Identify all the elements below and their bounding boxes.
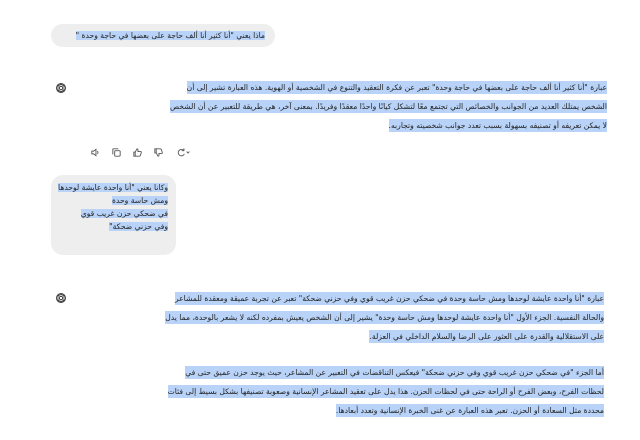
thumbs-up-icon[interactable] xyxy=(132,147,143,158)
answer-line: والحالة النفسية. الجزء الأول "أنا واحدة عايشة لوحدها ومش حاسة وحدة" يشير إلى أن الشخص يعيش بمفرده لكنه لا يشعر بالوحدة، مما يدل xyxy=(165,313,604,322)
user-message-line: وكانا يعني "أنا واحدة عايشة لوحدها xyxy=(58,183,168,192)
answer-line: أما الجزء "في ضحكي حزن غريب قوي وفي حزني ضحكة" فيعكس التناقضات في التعبير عن المشاعر، حيث يوجد حزن عميق حتى في xyxy=(185,368,604,377)
user-message-1 xyxy=(51,24,275,47)
user-message-line: وفي حزني ضحكة" xyxy=(109,222,168,231)
user-message-line: في ضحكي حزن غريب قوي xyxy=(80,209,168,218)
assistant-message-1 xyxy=(55,78,607,135)
assistant-message-2-paragraph-2 xyxy=(52,363,604,420)
answer-line: الشخص يمتلك العديد من الجوانب والخصائص التي تجتمع معًا لتشكل كيانًا واحدًا معقدًا وفريدًا. بمعنى آخر، هي طريقة للتعبير عن أن الشخص xyxy=(170,102,607,111)
user-message-line: ومش حاسة وحدة xyxy=(111,196,168,205)
answer-line: محددة مثل السعادة أو الحزن. تعبر هذه العبارة عن غنى الخبرة الإنسانية وتعدد أبعادها. xyxy=(335,406,604,415)
answer-line: لحظات الفرح، وبعض الفرح أو الراحة حتى في لحظات الحزن. هذا يدل على تعقيد المشاعر الإنسانية وصعوبة تصنيفها بشكل بسيط إلى فئات xyxy=(167,387,604,396)
answer-line: لا يمكن تعريفه أو تصنيفه بسهولة بسبب تعدد جوانب شخصيته وتجاربه. xyxy=(388,121,607,130)
answer-line: على الاستقلالية والقدرة على العثور على الرضا والسلام الداخلي في العزلة. xyxy=(369,332,604,341)
answer-line: عبارة "أنا واحدة عايشة لوحدها ومش حاسة وحدة في ضحكي حزن غريب قوي وفي حزني ضحكة" تعبر عن تجربة عميقة ومعقدة للمشاعر xyxy=(174,294,604,303)
answer-line: عبارة "أنا كثير أنا ألف حاجة على بعضها في حاجة وحدة" تعبر عن فكرة التعقيد والتنوع في الشخصية أو الهوية. هذه العبارة تشير إلى أن xyxy=(186,83,607,92)
speaker-icon[interactable] xyxy=(90,147,101,158)
thumbs-down-icon[interactable] xyxy=(153,147,164,158)
regenerate-icon[interactable] xyxy=(174,147,192,158)
copy-icon[interactable] xyxy=(111,147,122,158)
assistant-message-2-paragraph-1 xyxy=(52,289,604,346)
message-actions xyxy=(90,147,192,158)
user-message-2 xyxy=(51,175,176,255)
user-message-text: ماذا يعني "أنا كثير أنا ألف حاجة على بعضها في حاجة وحدة " xyxy=(75,31,265,40)
